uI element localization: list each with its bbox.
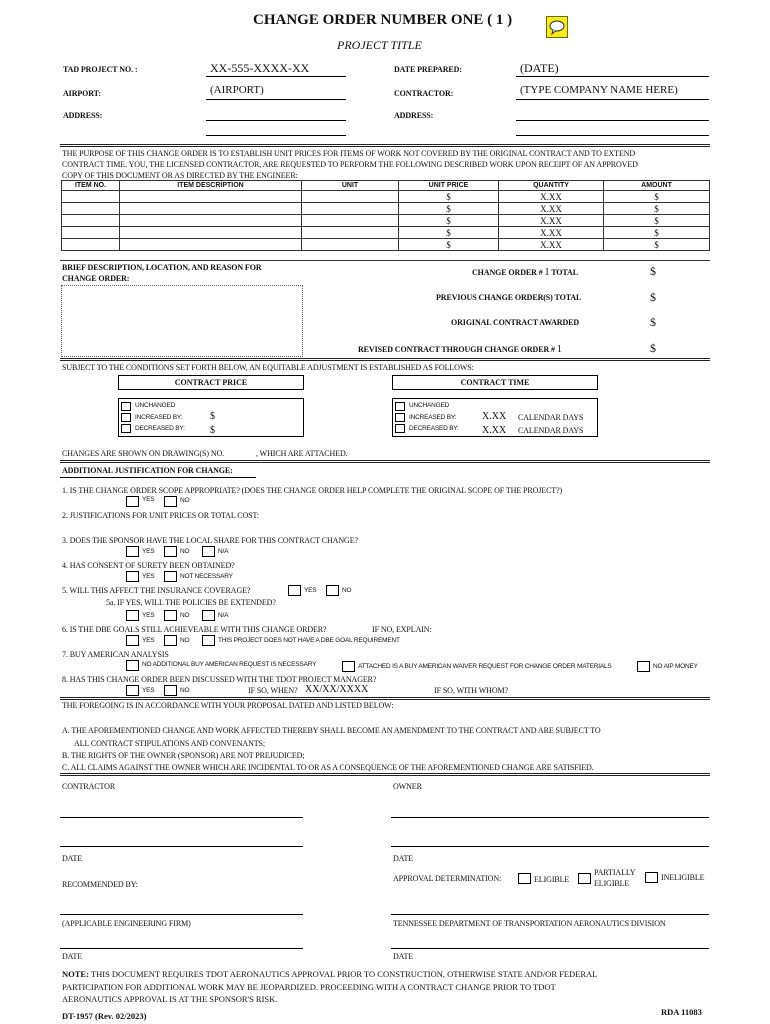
question-5a: 5a. IF YES, WILL THE POLICIES BE EXTENDED? [106,598,276,607]
previous-total-value[interactable]: $ [650,290,656,304]
contractor-label: CONTRACTOR: [394,89,454,98]
time-increased-label: INCREASED BY: [409,414,457,421]
question-2: 2. JUSTIFICATIONS FOR UNIT PRICES OR TOTAL COST: [62,511,260,520]
q7-no-buy-american-label: NO ADDITIONAL BUY AMERICAN REQUEST IS NECESSARY [142,661,317,668]
condition-a-line-1: A. THE AFOREMENTIONED CHANGE AND WORK AFFECTED THEREBY SHALL BECOME AN AMENDMENT TO THE CONTRACT AND ARE SUBJECT TO [62,726,601,735]
question-1: 1. IS THE CHANGE ORDER SCOPE APPROPRIATE? (DOES THE CHANGE ORDER HELP COMPLETE THE ORIGINAL SCOPE OF THE PROJECT?) [62,486,563,495]
time-decreased-unit: CALENDAR DAYS [518,426,584,435]
ineligible-label: INELIGIBLE [661,873,705,882]
drawings-text-1: CHANGES ARE SHOWN ON DRAWING(S) NO. [62,449,225,458]
foregoing-statement: THE FOREGOING IS IN ACCORDANCE WITH YOUR PROPOSAL DATED AND LISTED BELOW: [62,701,394,710]
original-contract-label: ORIGINAL CONTRACT AWARDED [451,318,580,327]
project-title: PROJECT TITLE [337,38,422,52]
purpose-line-3: COPY OF THIS DOCUMENT OR AS DIRECTED BY THE ENGINEER: [62,171,298,180]
rda-number: RDA 11083 [661,1007,702,1017]
previous-total-label: PREVIOUS CHANGE ORDER(S) TOTAL [436,293,582,302]
col-item-no: ITEM NO. [62,181,120,191]
price-decreased-value[interactable]: $ [210,425,215,436]
price-increased-value[interactable]: $ [210,411,215,422]
items-table [61,180,710,251]
q8-yes-label: YES [142,687,155,694]
price-decreased-checkbox[interactable] [121,424,131,433]
q1-no-checkbox[interactable] [164,496,177,507]
q3-na-checkbox[interactable] [202,546,215,557]
q6-yes-label: YES [142,637,155,644]
purpose-line-2: CONTRACT TIME. YOU, THE LICENSED CONTRACTOR, ARE REQUESTED TO PERFORM THE FOLLOWING DESCRIBED WORK UPON RECEIPT OF AN APPROVED [62,160,638,169]
q6-no-dbe-label: THIS PROJECT DOES NOT HAVE A DBE GOAL REQUIREMENT [218,637,400,644]
table-row [62,203,710,215]
brief-description-field[interactable] [61,285,303,357]
q5-yes-label: YES [304,587,317,594]
price-decreased-label: DECREASED BY: [135,425,185,432]
time-decreased-checkbox[interactable] [395,424,405,433]
q8-yes-checkbox[interactable] [126,685,139,696]
eligible-label: ELIGIBLE [534,875,570,884]
q5a-no-checkbox[interactable] [164,610,177,621]
q5a-no-label: NO [180,612,190,619]
q5a-na-label: N/A [218,612,229,619]
condition-c: C. ALL CLAIMS AGAINST THE OWNER WHICH ARE INCIDENTAL TO OR AS A CONSEQUENCE OF THE AFOREMENTIONED CHANGE ARE SATISFIED. [62,763,594,772]
unit-price-cell[interactable]: $ [399,191,499,203]
question-7: 7. BUY AMERICAN ANALYSIS [62,650,169,659]
contractor-date-label: DATE [62,854,83,863]
justification-header: ADDITIONAL JUSTIFICATION FOR CHANGE: [62,466,233,475]
owner-signature-line[interactable] [391,817,709,818]
time-increased-checkbox[interactable] [395,413,405,422]
time-unchanged-label: UNCHANGED [409,402,450,409]
time-decreased-label: DECREASED BY: [409,425,459,432]
q1-yes-checkbox[interactable] [126,496,139,507]
col-quantity: QUANTITY [499,181,604,191]
table-row [62,215,710,227]
co-total-label: CHANGE ORDER # 1 TOTAL [472,267,578,278]
col-unit-price: UNIT PRICE [399,181,499,191]
amount-cell[interactable]: $ [604,191,710,203]
q3-na-label: N/A [218,548,229,555]
purpose-line-1: THE PURPOSE OF THIS CHANGE ORDER IS TO ESTABLISH UNIT PRICES FOR ITEMS OF WORK NOT COVERED BY THE ORIGINAL CONTRACT AND TO EXTEND [62,149,636,158]
recommended-by-label: RECOMMENDED BY: [62,880,138,889]
tdot-division-label: TENNESSEE DEPARTMENT OF TRANSPORTATION AERONAUTICS DIVISION [393,919,666,928]
co-total-value[interactable]: $ [650,264,656,278]
q7-no-aip-checkbox[interactable] [637,661,650,672]
col-unit: UNIT [302,181,399,191]
q5-no-checkbox[interactable] [326,585,339,596]
amount-cell[interactable]: $ [604,239,710,251]
q8-no-checkbox[interactable] [164,685,177,696]
q3-yes-label: YES [142,548,155,555]
approval-determination-label: APPROVAL DETERMINATION: [393,874,502,883]
footer-note-line-3: AERONAUTICS APPROVAL IS AT THE SPONSOR'S RISK. [62,994,278,1004]
time-unchanged-checkbox[interactable] [395,402,405,411]
q8-no-label: NO [180,687,190,694]
q5-yes-checkbox[interactable] [288,585,301,596]
col-item-description: ITEM DESCRIPTION [120,181,302,191]
address-label: ADDRESS: [63,111,103,120]
contractor-signature-line[interactable] [60,817,303,818]
owner-date-label: DATE [393,854,414,863]
brief-label-1: BRIEF DESCRIPTION, LOCATION, AND REASON FOR [62,263,262,272]
engineering-firm-label: (APPLICABLE ENGINEERING FIRM) [62,919,191,928]
unit-price-cell[interactable]: $ [399,239,499,251]
footer-note-line-2: PARTICIPATION FOR ADDITIONAL WORK MAY BE JEOPARDIZED. PROCEEDING WITH A CONTRACT CHANGE PRIOR TO TDOT [62,982,556,992]
owner-signature-label: OWNER [393,782,422,791]
col-amount: AMOUNT [604,181,710,191]
items-table-header [62,181,710,191]
time-increased-value[interactable]: X.XX [482,411,507,422]
table-row [62,227,710,239]
q8-when-label: IF SO, WHEN? [248,686,298,695]
unit-price-cell[interactable]: $ [399,203,499,215]
contract-price-header: CONTRACT PRICE [118,375,304,390]
amount-cell[interactable]: $ [604,215,710,227]
q6-if-no-explain: IF NO, EXPLAIN: [372,625,432,634]
contractor-signature-label: CONTRACTOR [62,782,116,791]
q4-not-necessary-label: NOT NECESSARY [180,573,233,580]
airport-value[interactable]: (AIRPORT) [210,84,264,96]
date-prepared-value[interactable]: (DATE) [520,61,559,75]
q4-yes-checkbox[interactable] [126,571,139,582]
partially-eligible-checkbox[interactable] [578,873,591,884]
q1-yes-label: YES [142,496,155,503]
q6-yes-checkbox[interactable] [126,635,139,646]
unit-price-cell[interactable]: $ [399,215,499,227]
q3-yes-checkbox[interactable] [126,546,139,557]
brief-label-2: CHANGE ORDER: [62,274,130,283]
tdot-date-label: DATE [393,952,414,961]
q7-no-aip-label: NO AIP MONEY [653,663,698,670]
date-prepared-label: DATE PREPARED: [394,65,462,74]
amount-cell[interactable]: $ [604,203,710,215]
q5a-yes-label: YES [142,612,155,619]
q5a-yes-checkbox[interactable] [126,610,139,621]
condition-b: B. THE RIGHTS OF THE OWNER (SPONSOR) ARE NOT PREJUDICED; [62,751,305,760]
quantity-cell[interactable]: X.XX [499,227,604,239]
question-6: 6. IS THE DBE GOALS STILL ACHIEVEABLE WITH THIS CHANGE ORDER? [62,625,327,634]
quantity-cell[interactable]: X.XX [499,203,604,215]
revised-contract-label: REVISED CONTRACT THROUGH CHANGE ORDER # 1 [358,344,562,355]
q7-no-buy-american-checkbox[interactable] [126,660,139,671]
comment-icon[interactable] [546,16,568,38]
q6-no-dbe-checkbox[interactable] [202,635,215,646]
firm-date-label: DATE [62,952,83,961]
question-5: 5. WILL THIS AFFECT THE INSURANCE COVERAGE? [62,586,251,595]
tad-project-label: TAD PROJECT NO. : [63,65,138,74]
q1-no-label: NO [180,497,190,504]
table-row [62,239,710,251]
amount-cell[interactable]: $ [604,227,710,239]
q4-not-necessary-checkbox[interactable] [164,571,177,582]
table-row [62,191,710,203]
question-4: 4. HAS CONSENT OF SURETY BEEN OBTAINED? [62,561,235,570]
price-increased-label: INCREASED BY: [135,414,183,421]
footer-note-line-1: NOTE: THIS DOCUMENT REQUIRES TDOT AERONAUTICS APPROVAL PRIOR TO CONSTRUCTION, OTHERWISE STATE AND/OR FEDERAL [62,969,598,979]
contract-time-header: CONTRACT TIME [392,375,598,390]
drawings-text-2: , WHICH ARE ATTACHED. [256,449,348,458]
partially-eligible-label-1: PARTIALLY [594,868,636,877]
quantity-cell[interactable]: X.XX [499,239,604,251]
contractor-value[interactable]: (TYPE COMPANY NAME HERE) [520,84,678,96]
q8-whom-label: IF SO, WITH WHOM? [434,686,508,695]
original-contract-value[interactable]: $ [650,315,656,329]
airport-label: AIRPORT: [63,89,101,98]
question-8: 8. HAS THIS CHANGE ORDER BEEN DISCUSSED WITH THE TDOT PROJECT MANAGER? [62,675,377,684]
adjustment-statement: SUBJECT TO THE CONDITIONS SET FORTH BELOW, AN EQUITABLE ADJUSTMENT IS ESTABLISHED AS FOLLOWS: [62,363,474,372]
price-increased-checkbox[interactable] [121,413,131,422]
quantity-cell[interactable]: X.XX [499,191,604,203]
q5-no-label: NO [342,587,352,594]
unit-price-cell[interactable]: $ [399,227,499,239]
q4-yes-label: YES [142,573,155,580]
q5a-na-checkbox[interactable] [202,610,215,621]
page-title: CHANGE ORDER NUMBER ONE ( 1 ) [253,12,513,28]
q7-waiver-checkbox[interactable] [342,661,355,672]
eligible-checkbox[interactable] [518,873,531,884]
question-3: 3. DOES THE SPONSOR HAVE THE LOCAL SHARE FOR THIS CONTRACT CHANGE? [62,536,358,545]
condition-a-line-2: ALL CONTRACT STIPULATIONS AND CONVENANTS; [74,739,266,748]
time-decreased-value[interactable]: X.XX [482,425,507,436]
form-id: DT-1957 (Rev. 02/2023) [62,1011,147,1021]
revised-contract-value[interactable]: $ [650,341,656,355]
q7-waiver-label: ATTACHED IS A BUY AMERICAN WAIVER REQUEST FOR CHANGE ORDER MATERIALS [358,663,612,670]
tad-project-value[interactable]: XX-555-XXXX-XX [210,61,310,75]
q3-no-checkbox[interactable] [164,546,177,557]
ineligible-checkbox[interactable] [645,872,658,883]
q6-no-label: NO [180,637,190,644]
time-increased-unit: CALENDAR DAYS [518,413,584,422]
q3-no-label: NO [180,548,190,555]
address-label-2: ADDRESS: [394,111,434,120]
price-unchanged-checkbox[interactable] [121,402,131,411]
partially-eligible-label-2: ELIGIBLE [594,879,630,888]
price-unchanged-label: UNCHANGED [135,402,176,409]
quantity-cell[interactable]: X.XX [499,215,604,227]
q8-when-value[interactable]: XX/XX/XXXX [305,684,369,695]
q6-no-checkbox[interactable] [164,635,177,646]
